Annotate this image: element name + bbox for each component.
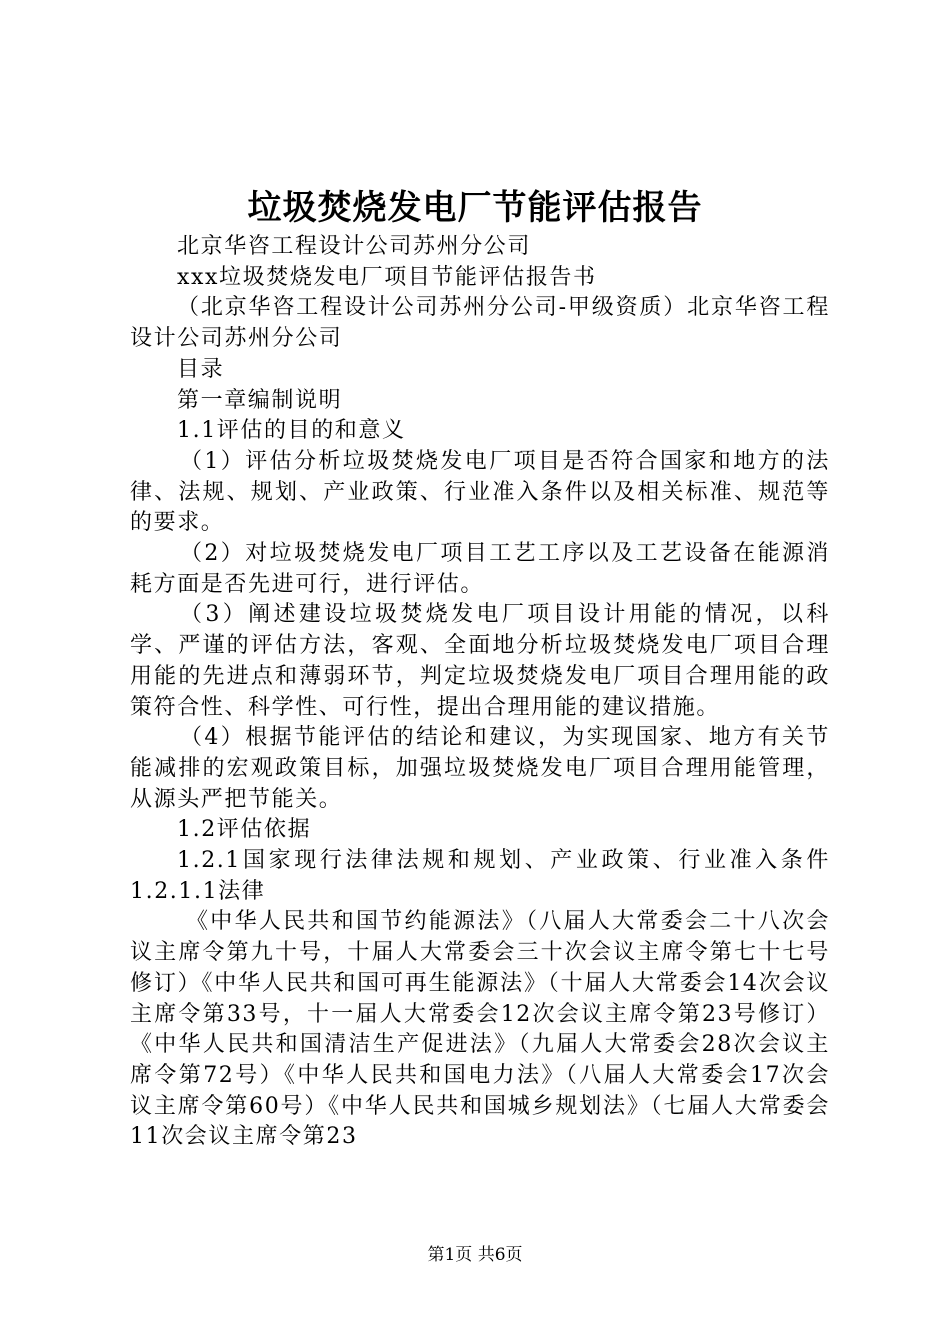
qualification-line: （北京华咨工程设计公司苏州分公司-甲级资质）北京华咨工程设计公司苏州分公司 xyxy=(130,295,830,352)
section-heading: 1.2评估依据 xyxy=(177,817,312,843)
paragraph: 《中华人民共和国节约能源法》（八届人大常委会二十八次会议主席令第九十号，十届人大常委会三十次会议主席令第七十七号修订）《中华人民共和国可再生能源法》（十届人大常委会14次会议主席令第33号，十一届人大常委会12次会议主席令第23号修订）《中华人民共和国清洁生产促进法》（九届人大常委会28次会议主席令第72号）《中华人民共和国电力法》（八届人大常委会17次会议主席令第60号）《中华人民共和国城乡规划法》（七届人大常委会11次会议主席令第23 xyxy=(130,909,830,1150)
paragraph: （1）评估分析垃圾焚烧发电厂项目是否符合国家和地方的法律、法规、规划、产业政策、行业准入条件以及相关标准、规范等的要求。 xyxy=(130,448,830,536)
subsection-heading: 1.2.1国家现行法律法规和规划、产业政策、行业准入条件1.2.1.1法律 xyxy=(130,848,830,904)
section-heading: 1.1评估的目的和意义 xyxy=(177,418,406,444)
paragraph: （4）根据节能评估的结论和建议，为实现国家、地方有关节能减排的宏观政策目标，加强垃圾焚烧发电厂项目合理用能管理，从源头严把节能关。 xyxy=(130,725,830,812)
chapter-heading: 第一章编制说明 xyxy=(177,387,343,413)
paragraph: （3）阐述建设垃圾焚烧发电厂项目设计用能的情况，以科学、严谨的评估方法，客观、全面地分析垃圾焚烧发电厂项目合理用能的先进点和薄弱环节，判定垃圾焚烧发电厂项目合理用能的政策符合性、科学性、可行性，提出合理用能的建议措施。 xyxy=(130,602,830,720)
report-name-line: xxx垃圾焚烧发电厂项目节能评估报告书 xyxy=(177,264,597,290)
page-number: 第1页 共6页 xyxy=(427,1245,523,1265)
company-name-line: 北京华咨工程设计公司苏州分公司 xyxy=(177,234,532,259)
paragraph: （2）对垃圾焚烧发电厂项目工艺工序以及工艺设备在能源消耗方面是否先进可行，进行评估。 xyxy=(130,541,830,597)
toc-heading: 目录 xyxy=(177,356,225,382)
document-body xyxy=(130,232,830,1153)
document-title: 垃圾焚烧发电厂节能评估报告 xyxy=(247,188,703,228)
